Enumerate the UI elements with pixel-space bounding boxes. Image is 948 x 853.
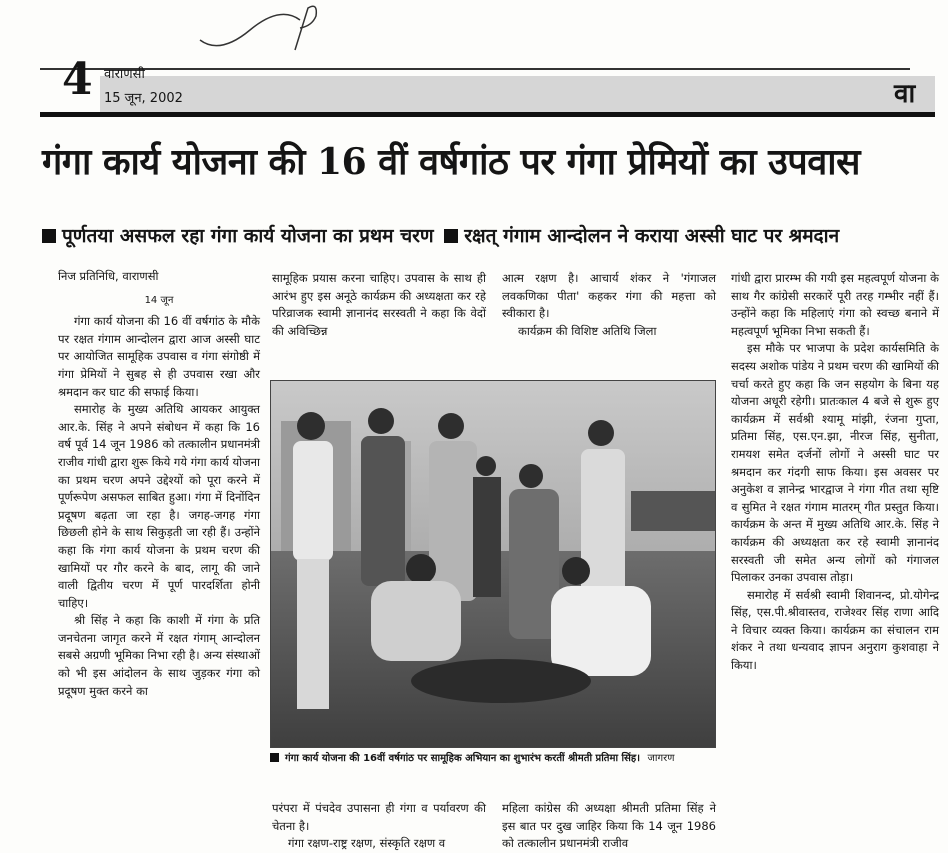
bullet-square-icon	[270, 753, 279, 762]
article-column-4	[731, 270, 939, 675]
photo-credit: जागरण	[647, 753, 675, 764]
paragraph: समारोह में सर्वश्री स्वामी शिवानन्द, प्रो.योगेन्द्र सिंह, एस.पी.श्रीवास्तव, राजेश्वर सिंह राणा आदि ने विचार व्यक्त किया। कार्यक्रम का संचालन राम शंकर ने तथा धन्यवाद ज्ञापन अनुराग कुशवाहा ने किया।	[731, 587, 939, 673]
paragraph: सामूहिक प्रयास करना चाहिए। उपवास के साथ ही आरंभ हुए इस अनूठे कार्यक्रम की अध्यक्षता कर रहे परिव्राजक स्वामी ज्ञानानंद सरस्वती ने कहा कि वेदों की अविच्छिन्न	[272, 271, 486, 338]
news-photo	[270, 380, 716, 748]
bullet-square-icon	[444, 229, 458, 243]
paragraph: समारोह के मुख्य अतिथि आयकर आयुक्त आर.के. सिंह ने अपने संबोधन में कहा कि 16 वर्ष पूर्व 14 जून 1986 को तत्कालीन प्रधानमंत्री राजीव गांधी द्वारा शुरू किये गये गंगा कार्य योजना का प्रथम चरण अपने उद्देश्यों को पूरा करने में पूर्णरूपेण असफल साबित हुआ। गंगा में दिनोंदिन प्रदूषण बढ़ता जा रहा है। जगह-जगह गंगा छिछली होने के साथ सिकुड़ती जा रही हैं। उन्होंने कहा कि गंगा कार्य योजना के प्रथम चरण की खामियों पर गौर करने के बाद, लागू की जाने वाली द्वितीय चरण में पूर्ण पारदर्शिता होनी चाहिए।	[58, 402, 260, 610]
caption-text: गंगा कार्य योजना की 16वीं वर्षगांठ पर सामूहिक अभियान का शुभारंभ करतीं श्रीमती प्रतिमा सिंह।	[285, 753, 641, 764]
paragraph: इस मौके पर भाजपा के प्रदेश कार्यसमिति के सदस्य अशोक पांडेय ने प्रथम चरण की खामियों की चर्चा करते हुए कहा कि जन सहयोग के बिना यह योजना अधूरी रहेगी। प्रातःकाल 4 बजे से शुरू हुए कार्यक्रम में सर्वश्री श्यामू मांझी, रंजना गुप्ता, प्रतिमा सिंह, एस.एन.झा, नीरज सिंह, सुनीता, रामयश समेत दर्जनों लोगों ने अस्सी घाट पर श्रमदान कर गंदगी साफ किया। इस अवसर पर अनुकेश व ज्ञानेन्द्र भारद्वाज ने गंगा गीत तथा सृष्टि व सुमित ने रक्षत गंगाम मातरम् गीत प्रस्तुत किया। कार्यक्रम के अन्त में मुख्य अतिथि आर.के. सिंह ने कार्यक्रम की अध्यक्षता कर रहे स्वामी ज्ञानानंद सरस्वती जी समेत अन्य लोगों को गंगाजल पिलाकर उनका उपवास तोड़ा।	[731, 341, 939, 585]
paragraph: आत्म रक्षण है। आचार्य शंकर ने 'गंगाजल लवकणिका पीता' कहकर गंगा की महत्ता को स्वीकारा है।	[502, 271, 716, 321]
article-column-2-top	[272, 270, 486, 340]
handwritten-signature	[190, 0, 370, 60]
byline: निज प्रतिनिधि, वाराणसी	[58, 269, 159, 283]
header-top-rule	[40, 68, 910, 70]
photo-scene	[271, 381, 715, 747]
article-column-3-top	[502, 270, 716, 340]
page-number: 4	[62, 54, 93, 105]
subheadline-2: रक्षत् गंगाम आन्दोलन ने कराया अस्सी घाट पर श्रमदान	[464, 225, 840, 247]
article-column-2-bottom	[272, 800, 486, 853]
article-column-1	[58, 268, 260, 700]
paragraph: गंगा कार्य योजना की 16 वीं वर्षगांठ के मौके पर रक्षत गंगाम आन्दोलन द्वारा आज अस्सी घाट पर आयोजित सामूहिक उपवास व गंगा संगोष्ठी में गंगा प्रेमियों ने सुबह से ही उपवास रखा और श्रमदान कर घाट की सफाई किया।	[58, 314, 260, 399]
photo-caption	[270, 750, 714, 764]
bullet-square-icon	[42, 229, 56, 243]
header-bottom-rule	[40, 112, 935, 117]
corner-logo: वा	[894, 79, 916, 109]
paragraph: गांधी द्वारा प्रारम्भ की गयी इस महत्वपूर्ण योजना के साथ गैर कांग्रेसी सरकारें पूरी तरह गम्भीर नहीं हैं। उन्होंने कहा कि महिलाएं गंगा को स्वच्छ बनाने में महत्वपूर्ण भूमिका निभा सकती हैं।	[731, 271, 939, 338]
subheadline-1: पूर्णतया असफल रहा गंगा कार्य योजना का प्रथम चरण	[62, 225, 434, 247]
header-band	[100, 76, 935, 112]
paragraph: कार्यक्रम की विशिष्ट अतिथि जिला	[518, 323, 657, 338]
paragraph: परंपरा में पंचदेव उपासना ही गंगा व पर्यावरण की चेतना है।	[272, 801, 486, 833]
paragraph: गंगा रक्षण-राष्ट्र रक्षण, संस्कृति रक्षण व	[288, 836, 446, 851]
paragraph: महिला कांग्रेस की अध्यक्षा श्रीमती प्रतिमा सिंह ने इस बात पर दुख जाहिर किया कि 14 जून 1986 को तत्कालीन प्रधानमंत्री राजीव	[502, 801, 716, 851]
paragraph: श्री सिंह ने कहा कि काशी में गंगा के प्रति जनचेतना जागृत करने में रक्षत गंगाम् आन्दोलन सबसे अग्रणी भूमिका निभा रही है। अन्य संस्थाओं को भी इस आंदोलन के साथ जुड़कर गंगा को प्रदूषण मुक्त करने का	[58, 613, 260, 698]
city-label: वाराणसी	[104, 67, 145, 82]
headline: गंगा कार्य योजना की 16 वीं वर्षगांठ पर गंगा प्रेमियों का उपवास	[42, 141, 860, 183]
dateline: 14 जून	[144, 294, 174, 306]
article-column-3-bottom	[502, 800, 716, 853]
subheadline-row	[42, 222, 942, 248]
date-label: 15 जून, 2002	[104, 91, 183, 106]
